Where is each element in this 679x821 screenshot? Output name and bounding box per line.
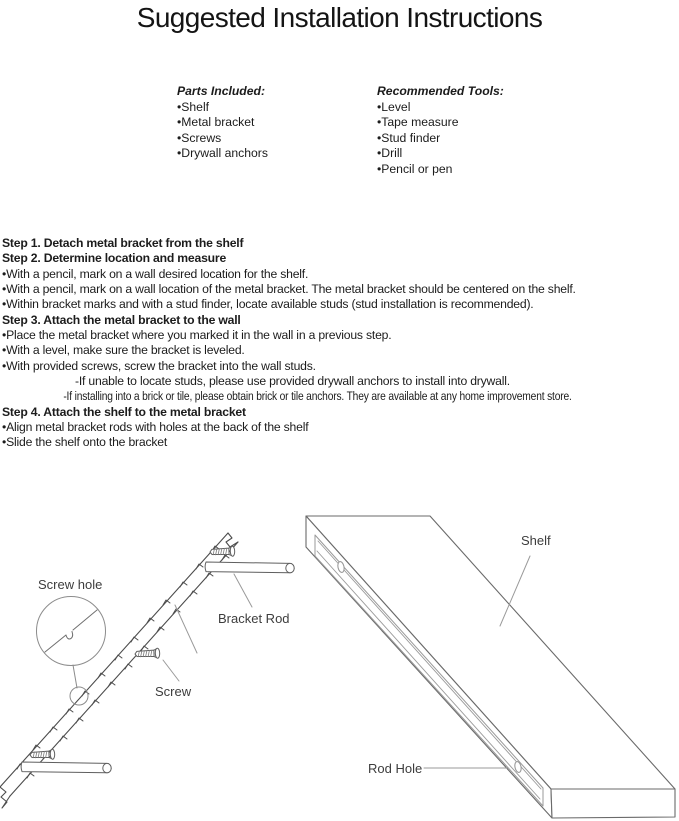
bracket-surface-leader-line <box>175 605 197 653</box>
rod-hole-label: Rod Hole <box>368 761 423 776</box>
tools-header: Recommended Tools: <box>377 84 504 98</box>
bracket-bottom-jagged-end <box>0 787 10 808</box>
step-bullet: •Place the metal bracket where you marked it in the wall in a previous step. <box>2 328 392 343</box>
tools-item: •Tape measure <box>377 115 459 130</box>
step-sub-note: -If installing into a brick or tile, please obtain brick or tile anchors. They are available at any home improvement store. <box>63 389 572 404</box>
page-title: Suggested Installation Instructions <box>136 2 543 33</box>
bracket-rod-top <box>205 562 294 573</box>
step-bullet: •Align metal bracket rods with holes at the back of the shelf <box>2 420 309 435</box>
step-2-header: Step 2. Determine location and measure <box>2 251 227 266</box>
screw-hole-marker-circle <box>70 687 88 705</box>
magnifier-connector-line <box>73 665 77 688</box>
bracket-rod-leader-line <box>234 574 252 607</box>
screw-hole-label: Screw hole <box>38 577 103 592</box>
shelf-end-face <box>551 789 675 818</box>
parts-item: •Metal bracket <box>177 115 255 130</box>
step-bullet: •With a pencil, mark on a wall desired location for the shelf. <box>2 266 309 281</box>
step-1-header: Step 1. Detach metal bracket from the shelf <box>2 236 244 250</box>
tools-item: •Pencil or pen <box>377 161 453 176</box>
step-bullet: •Within bracket marks and with a stud finder, locate available studs (stud installation is recommended). <box>2 297 534 312</box>
screw-bottom-icon <box>30 749 55 760</box>
magnifier-circle <box>37 597 106 666</box>
step-4-header: Step 4. Attach the shelf to the metal bracket <box>2 404 246 419</box>
bracket-rod-label: Bracket Rod <box>218 611 290 626</box>
step-sub-note: -If unable to locate studs, please use provided drywall anchors to install into drywall. <box>75 374 510 389</box>
tools-item: •Drill <box>377 146 403 161</box>
bracket-rod-bottom <box>21 762 111 773</box>
screw-leader-line <box>163 660 179 681</box>
bracket-rod-top-end-cap <box>286 563 294 572</box>
step-bullet: •With a pencil, mark on a wall location of the metal bracket. The metal bracket should be centered on the shelf. <box>2 282 576 297</box>
parts-item: •Shelf <box>177 99 210 114</box>
bracket-rods <box>21 562 294 773</box>
parts-item: •Drywall anchors <box>177 146 268 161</box>
screw-label: Screw <box>155 684 192 699</box>
step-bullet: •With a level, make sure the bracket is leveled. <box>2 343 245 358</box>
step-bullet: •Slide the shelf onto the bracket <box>2 435 168 450</box>
tools-item: •Stud finder <box>377 130 441 145</box>
shelf-label: Shelf <box>521 533 551 548</box>
screw-middle-icon <box>135 648 160 659</box>
shelf-drawing <box>306 516 675 818</box>
bracket-rod-bottom-end-cap <box>103 763 111 772</box>
parts-item: •Screws <box>177 130 222 145</box>
step-bullet: •With provided screws, screw the bracket into the wall studs. <box>2 358 316 373</box>
screw-hole-magnifier <box>37 597 106 706</box>
tools-item: •Level <box>377 99 411 114</box>
bracket-top-jagged-end <box>226 533 238 547</box>
parts-header: Parts Included: <box>177 84 266 98</box>
step-3-header: Step 3. Attach the metal bracket to the wall <box>2 312 241 327</box>
